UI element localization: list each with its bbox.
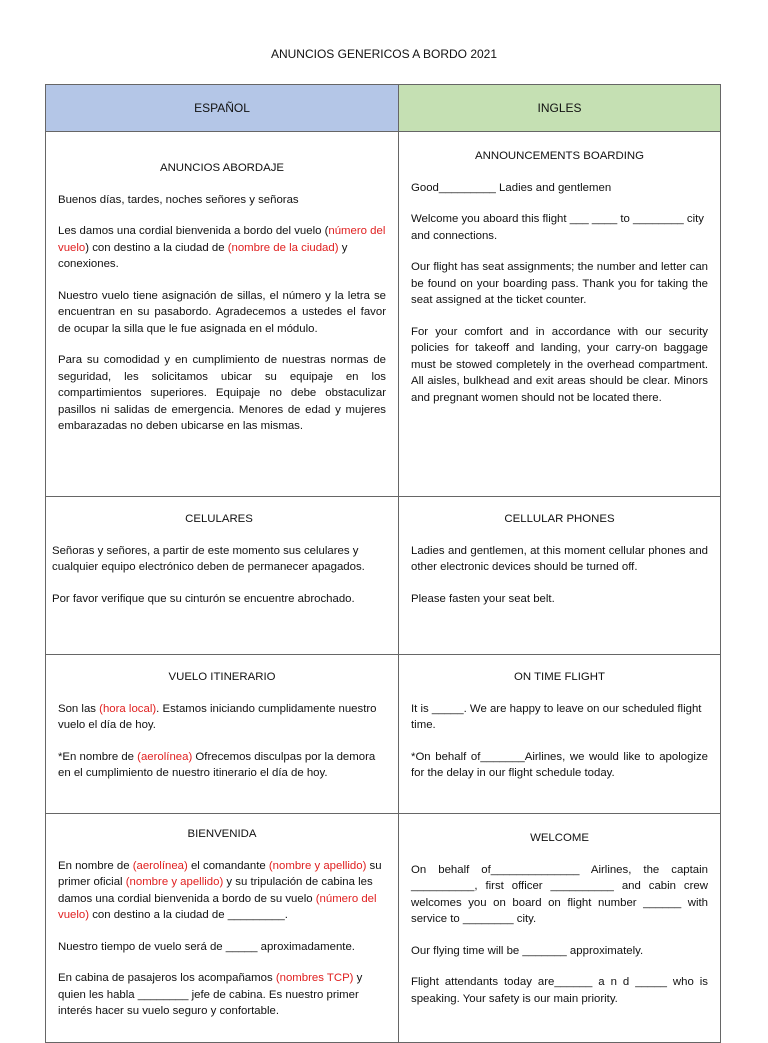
cell-boarding-es	[46, 132, 399, 497]
cell-phones-es	[46, 497, 399, 655]
phones-en-seatbelt: Please fasten your seat belt.	[411, 592, 555, 605]
welcome-en-flight-time: Our flying time will be _______ approximately.	[411, 944, 644, 957]
row-welcome	[46, 814, 721, 1043]
cell-welcome-es	[46, 814, 399, 1043]
ontime-es-apology: *En nombre de (aerolínea) Ofrecemos disculpas por la demora en el cumplimiento de nuestro itinerario el día de hoy.	[58, 750, 376, 779]
cell-ontime-es	[46, 655, 399, 814]
section-title-boarding-es: ANUNCIOS ABORDAJE	[159, 162, 285, 174]
boarding-es-seats: Nuestro vuelo tiene asignación de sillas, el número y la letra se encuentran en su pasabordo. Agradecemos a ustedes el favor de ocupar la silla que le fue asignada en el módulo.	[58, 289, 387, 335]
ontime-es-time: Son las (hora local). Estamos iniciando cumplidamente nuestro vuelo el día de hoy.	[58, 702, 377, 731]
ontime-en-apology: *On behalf of_______Airlines, we would like to apologize for the delay in our flight schedule today.	[411, 750, 708, 779]
section-title-welcome-es: BIENVENIDA	[187, 828, 257, 840]
header-spanish: ESPAÑOL	[46, 85, 399, 132]
row-ontime	[46, 655, 721, 814]
welcome-es-flight-time: Nuestro tiempo de vuelo será de _____ aproximadamente.	[58, 940, 355, 953]
cell-welcome-en	[399, 814, 721, 1043]
welcome-en-cabin: Flight attendants today are______ a n d _____ who is speaking. Your safety is our main priority.	[411, 976, 708, 1005]
welcome-es-cabin: En cabina de pasajeros los acompañamos (nombres TCP) y quien les habla ________ jefe de cabina. Es nuestro primer interés hacer su vuelo seguro y confortable.	[58, 972, 363, 1017]
phones-es-seatbelt: Por favor verifique que su cinturón se encuentre abrochado.	[52, 592, 355, 605]
boarding-en-greeting: Good_________ Ladies and gentlemen	[411, 181, 612, 194]
section-title-phones-en: CELLULAR PHONES	[504, 513, 615, 525]
boarding-es-baggage: Para su comodidad y en cumplimiento de nuestras normas de seguridad, les solicitamos ubicar su equipaje en los compartimientos superiores. Equipaje no debe obstaculizar pasillos ni salidas de emergencia. Menores de edad y mujeres embarazadas no deben ubicarse en las mismas.	[58, 354, 387, 432]
row-boarding	[46, 132, 721, 497]
boarding-en-welcome: Welcome you aboard this flight ___ ____ to ________ city and connections.	[411, 213, 704, 242]
section-title-ontime-en: ON TIME FLIGHT	[514, 671, 605, 683]
section-title-boarding-en: ANNOUNCEMENTS BOARDING	[475, 150, 644, 162]
announcements-table	[45, 84, 721, 1043]
cell-boarding-en	[399, 132, 721, 497]
boarding-en-baggage: For your comfort and in accordance with our security policies for takeoff and landing, your carry-on baggage must be stowed completely in the overhead compartment. All aisles, bulkhead and exit areas should be clear. Minors and pregnant women should not be located there.	[411, 325, 708, 404]
welcome-en-crew: On behalf of______________ Airlines, the captain __________, first officer __________ and cabin crew welcomes you on board on flight number ______ with service to ________ city.	[411, 863, 708, 925]
page-title: ANUNCIOS GENERICOS A BORDO 2021	[270, 47, 498, 61]
section-title-phones-es: CELULARES	[185, 513, 253, 525]
phones-es-devices: Señoras y señores, a partir de este momento sus celulares y cualquier equipo electrónico deben de permanecer apagados.	[52, 544, 365, 573]
ontime-en-time: It is _____. We are happy to leave on our scheduled flight time.	[411, 702, 702, 731]
welcome-es-crew: En nombre de (aerolínea) el comandante (nombre y apellido) su primer oficial (nombre y apellido) y su tripulación de cabina les damos una cordial bienvenida a bordo de su vuelo (número del vuelo) con destino a la ciudad de _________.	[58, 859, 382, 921]
boarding-es-greeting: Buenos días, tardes, noches señores y señoras	[58, 193, 299, 206]
phones-en-devices: Ladies and gentlemen, at this moment cellular phones and other electronic devices should be turned off.	[411, 544, 708, 573]
section-title-ontime-es: VUELO ITINERARIO	[168, 671, 276, 683]
boarding-en-seats: Our flight has seat assignments; the number and letter can be found on your boarding pass. Thank you for taking the seat assigned at the ticket counter.	[411, 261, 708, 306]
table-header-row	[46, 85, 721, 132]
header-english: INGLES	[399, 85, 721, 132]
cell-ontime-en	[399, 655, 721, 814]
boarding-es-welcome: Les damos una cordial bienvenida a bordo del vuelo (número del vuelo) con destino a la ciudad de (nombre de la ciudad) y conexiones.	[58, 225, 386, 270]
section-title-welcome-en: WELCOME	[530, 832, 589, 844]
cell-phones-en	[399, 497, 721, 655]
row-phones	[46, 497, 721, 655]
